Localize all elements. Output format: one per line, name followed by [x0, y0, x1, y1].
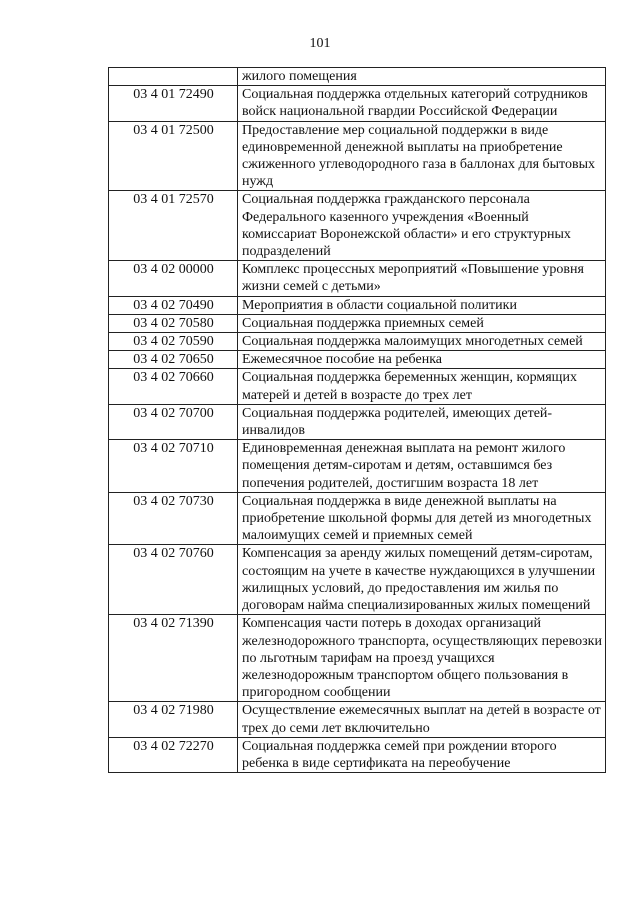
row-description: Единовременная денежная выплата на ремонт жилого помещения детям-сиротам и детям, оставшимся без попечения родителей, достигшим возраста 18 лет [238, 440, 606, 493]
table-row [109, 121, 606, 191]
row-description: Социальная поддержка отдельных категорий сотрудников войск национальной гвардии Российской Федерации [238, 86, 606, 121]
table-row [109, 369, 606, 404]
row-description: Компенсация части потерь в доходах организаций железнодорожного транспорта, осуществляющих перевозки по льготным тарифам на проезд учащихся железнодорожным транспортом общего пользования в пригородном сообщении [238, 615, 606, 702]
row-code: 03 4 02 72270 [109, 737, 238, 772]
row-code: 03 4 01 72490 [109, 86, 238, 121]
row-code: 03 4 02 71390 [109, 615, 238, 702]
table-row [109, 615, 606, 702]
row-code: 03 4 01 72500 [109, 121, 238, 191]
table-row [109, 68, 606, 86]
row-description: Предоставление мер социальной поддержки в виде единовременной денежной выплаты на приобретение сжиженного углеводородного газа в баллонах для бытовых нужд [238, 121, 606, 191]
row-description: Социальная поддержка гражданского персонала Федерального казенного учреждения «Военный комиссариат Воронежской области» и его структурных подразделений [238, 191, 606, 261]
row-code: 03 4 02 70760 [109, 545, 238, 615]
row-description: Социальная поддержка беременных женщин, кормящих матерей и детей в возрасте до трех лет [238, 369, 606, 404]
row-code: 03 4 02 70490 [109, 296, 238, 314]
row-description: жилого помещения [238, 68, 606, 86]
row-description: Социальная поддержка в виде денежной выплаты на приобретение школьной формы для детей из многодетных малоимущих семей и приемных семей [238, 492, 606, 545]
table-row [109, 492, 606, 545]
row-description: Мероприятия в области социальной политики [238, 296, 606, 314]
row-code: 03 4 02 70650 [109, 351, 238, 369]
budget-classification-table [108, 67, 606, 773]
table-row [109, 737, 606, 772]
page-number: 101 [309, 36, 331, 51]
row-code: 03 4 02 70580 [109, 314, 238, 332]
table-row [109, 440, 606, 493]
row-description: Социальная поддержка малоимущих многодетных семей [238, 333, 606, 351]
table-row [109, 261, 606, 296]
row-code: 03 4 01 72570 [109, 191, 238, 261]
row-code: 03 4 02 71980 [109, 702, 238, 737]
row-description: Социальная поддержка приемных семей [238, 314, 606, 332]
table-row [109, 333, 606, 351]
row-code: 03 4 02 00000 [109, 261, 238, 296]
table-row [109, 351, 606, 369]
row-code: 03 4 02 70660 [109, 369, 238, 404]
table-row [109, 404, 606, 439]
table-row [109, 702, 606, 737]
row-description: Социальная поддержка семей при рождении второго ребенка в виде сертификата на переобучение [238, 737, 606, 772]
row-description: Компенсация за аренду жилых помещений детям-сиротам, состоящим на учете в качестве нуждающихся в улучшении жилищных условий, до предоставления им жилья по договорам найма специализированных жилых помещений [238, 545, 606, 615]
row-code [109, 68, 238, 86]
row-code: 03 4 02 70700 [109, 404, 238, 439]
row-code: 03 4 02 70590 [109, 333, 238, 351]
table-row [109, 314, 606, 332]
table-row [109, 86, 606, 121]
row-description: Осуществление ежемесячных выплат на детей в возрасте от трех до семи лет включительно [238, 702, 606, 737]
row-description: Социальная поддержка родителей, имеющих детей-инвалидов [238, 404, 606, 439]
table-row [109, 191, 606, 261]
row-code: 03 4 02 70710 [109, 440, 238, 493]
row-code: 03 4 02 70730 [109, 492, 238, 545]
table-row [109, 296, 606, 314]
row-description: Ежемесячное пособие на ребенка [238, 351, 606, 369]
row-description: Комплекс процессных мероприятий «Повышение уровня жизни семей с детьми» [238, 261, 606, 296]
table-row [109, 545, 606, 615]
